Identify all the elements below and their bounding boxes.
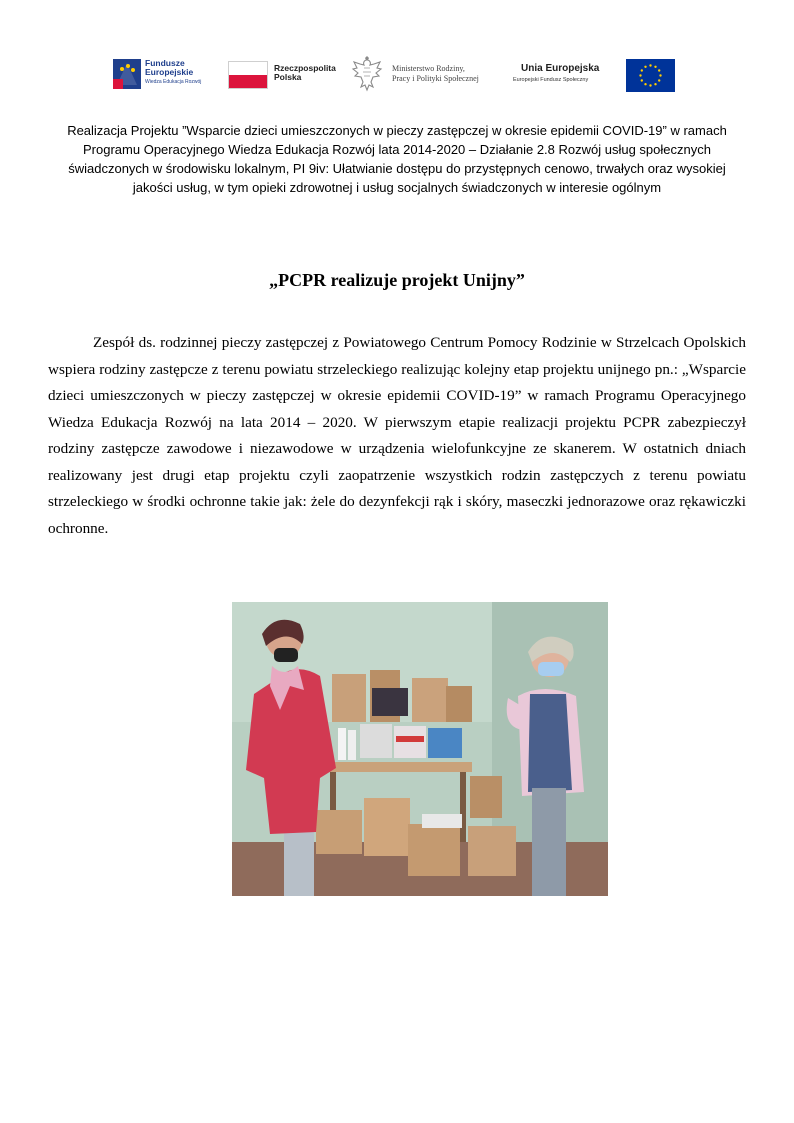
unia-line1: Unia Europejska <box>521 63 600 74</box>
ministerstwo-line1: Ministerstwo Rodziny, <box>392 64 465 73</box>
ministerstwo-logo <box>350 55 500 95</box>
fundusze-line1: Fundusze <box>145 58 185 68</box>
rzeczpospolita-polska-logo <box>226 55 344 95</box>
project-header-line: świadczonych w środowisku lokalnym, PI 9iv: Ułatwianie dostępu do przystępnych cenowo, trwałych oraz wysokiej <box>68 161 726 176</box>
photo-two-women-with-supplies <box>232 602 608 896</box>
eagle-emblem-icon <box>350 56 384 93</box>
project-header-line: Realizacja Projektu ”Wsparcie dzieci umieszczonych w pieczy zastępczej w okresie epidemii COVID-19” w ramach <box>67 123 727 138</box>
logo-bar <box>110 55 680 95</box>
fundusze-line2: Europejskie <box>145 67 194 77</box>
ministerstwo-line2: Pracy i Polityki Społecznej <box>392 74 479 83</box>
project-header <box>40 121 754 197</box>
project-header-line: jakości usług, w tym opieki zdrowotnej i usług socjalnych świadczonych w interesie ogólnym <box>132 180 662 195</box>
body-text <box>48 330 746 542</box>
fundusze-europejskie-logo <box>110 55 220 95</box>
body-paragraph: Zespół ds. rodzinnej pieczy zastępczej z Powiatowego Centrum Pomocy Rodzinie w Strzelcach Opolskich wspiera rodziny zastępcze z terenu powiatu strzeleckiego realizując kolejny etap projektu unijnego pn.: „Wsparcie dzieci umieszczonych w pieczy zastępczej w okresie epidemii COVID-19” w ramach Programu Operacyjnego Wiedza Edukacja Rozwój na lata 2014 – 2020. W pierwszym etapie realizacji projektu PCPR zabezpieczył rodziny zastępcze zawodowe i niezawodowe w urządzenia wielofunkcyjne ze skanerem. W ostatnich dniach realizowany jest drugi etap projektu czyli zaopatrzenie wszystkich rodzin zastępczych z terenu powiatu strzeleckiego w środki ochronne takie jak: żele do dezynfekcji rąk i skóry, maseczki jednorazowe oraz rękawiczki ochronne. <box>48 334 746 537</box>
fundusze-line3: Wiedza Edukacja Rozwój <box>145 79 202 85</box>
unia-europejska-logo <box>513 55 681 95</box>
document-title: „PCPR realizuje projekt Unijny” <box>269 270 525 290</box>
fundusze-europejskie-mark-icon <box>113 59 141 89</box>
project-header-line: Programu Operacyjnego Wiedza Edukacja Rozwój lata 2014-2020 – Działanie 2.8 Rozwój usług społecznych <box>83 142 711 157</box>
eu-flag-icon <box>626 59 675 92</box>
rzeczpospolita-line2: Polska <box>274 72 302 82</box>
photo <box>232 602 608 896</box>
rzeczpospolita-line1: Rzeczpospolita <box>274 63 336 73</box>
unia-line2: Europejski Fundusz Społeczny <box>513 77 589 83</box>
polish-flag-icon <box>228 61 268 89</box>
